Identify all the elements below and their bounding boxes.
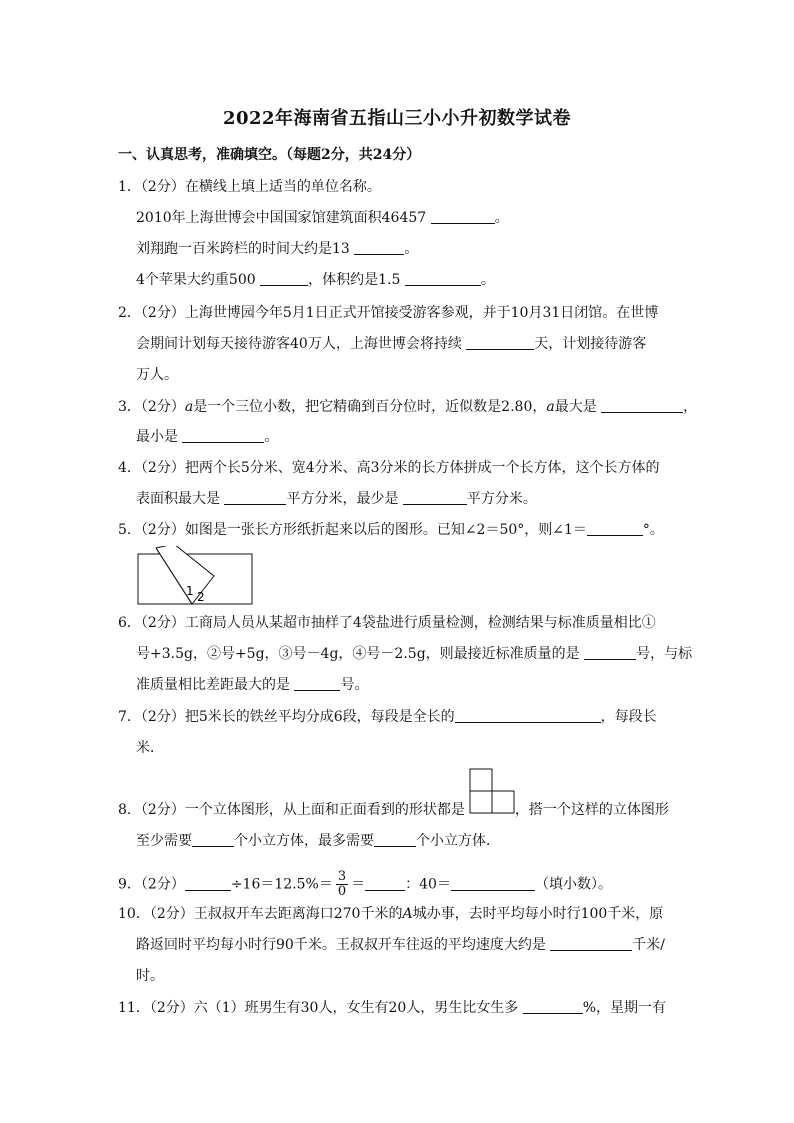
question-8-line-2: 至少需要 个小立方体，最多需要 个小立方体． (136, 833, 500, 849)
folded-flap (156, 546, 214, 604)
answer-blank[interactable] (431, 209, 495, 224)
question-1-stem: 1．（2分）在横线上填上适当的单位名称。 (118, 179, 381, 195)
question-8-line-1: 8．（2分）一个立体图形，从上面和正面看到的形状都是 ，搭一个这样的立体图形 (118, 802, 669, 818)
question-10-line-3: 时。 (136, 968, 164, 984)
question-6-line-2: 号+3.5g，②号+5g，③号－4g，④号－2.5g，则最接近标准质量的是 号，与标 (136, 646, 693, 662)
answer-blank[interactable] (405, 271, 481, 286)
answer-blank[interactable] (365, 876, 405, 891)
question-3-line-2: 最小是 。 (136, 429, 279, 445)
answer-blank[interactable] (601, 398, 683, 413)
answer-blank[interactable] (192, 832, 234, 847)
answer-blank[interactable] (374, 832, 416, 847)
question-9-line: 9．（2分） ÷16＝12.5%＝ $\frac{3}{0}$ ＝ ：40＝ （填小数）。 (118, 869, 612, 899)
question-6-line-3: 准质量相比差距最大的是 号。 (136, 677, 369, 693)
angle-1-label: 1 (186, 584, 194, 598)
answer-blank[interactable] (403, 490, 467, 505)
answer-blank[interactable] (523, 999, 583, 1014)
question-1-b: 刘翔跑一百米跨栏的时间大约是13 。 (136, 241, 419, 257)
question-1-c: 4个苹果大约重500 ，体积约是1.5 。 (136, 272, 495, 288)
section-heading: 一、认真思考，准确填空。（每题2分，共24分） (118, 147, 421, 163)
angle-2-label: 2 (197, 590, 205, 604)
question-2-line-2: 会期间计划每天接待游客40万人，上海世博会将持续 天，计划接待游客 (136, 336, 647, 352)
answer-blank[interactable] (550, 936, 632, 951)
answer-blank[interactable] (466, 335, 534, 350)
question-3-line-1: 3．（2分）a是一个三位小数，把它精确到百分位时，近似数是2.80，a最大是 ， (118, 399, 698, 415)
question-10-line-2: 路返回时平均每小时行90千米。王叔叔开车往返的平均速度大约是 千米/ (136, 937, 665, 953)
question-4-line-1: 4．（2分）把两个长5分米、宽4分米、高3分米的长方体拼成一个长方体，这个长方体的 (118, 460, 660, 476)
question-4-line-2: 表面积最大是 平方分米，最少是 平方分米。 (136, 491, 537, 507)
answer-blank[interactable] (451, 876, 535, 891)
question-10-line-1: 10．（2分）王叔叔开车去距离海口270千米的A城办事，去时平均每小时行100千米，原 (118, 906, 664, 922)
question-2-line-1: 2．（2分）上海世博园今年5月1日正式开馆接受游客参观，并于10月31日闭馆。在世博 (118, 305, 659, 321)
question-11-line-1: 11．（2分）六（1）班男生有30人，女生有20人，男生比女生多 %，星期一有 (118, 1000, 667, 1016)
answer-blank[interactable] (587, 521, 643, 536)
question-6-line-1: 6．（2分）工商局人员从某超市抽样了4袋盐进行质量检测，检测结果与标准质量相比① (118, 615, 656, 631)
cube-top (470, 769, 492, 791)
answer-blank[interactable] (224, 490, 286, 505)
answer-blank[interactable] (294, 676, 340, 691)
answer-blank[interactable] (455, 708, 601, 723)
folded-rectangle-figure (134, 546, 258, 608)
answer-blank[interactable] (584, 645, 636, 660)
answer-blank[interactable] (182, 428, 264, 443)
question-7-line-1: 7．（2分）把5米长的铁丝平均分成6段，每段是全长的 ，每段长 (118, 709, 657, 725)
answer-blank[interactable] (354, 240, 404, 255)
question-7-line-2: 米． (136, 740, 164, 756)
question-2-line-3: 万人。 (136, 367, 178, 383)
answer-blank[interactable] (185, 876, 231, 891)
question-1-a: 2010年上海世博会中国国家馆建筑面积46457 。 (136, 210, 509, 226)
fraction: $\frac{3}{0}$ (337, 869, 347, 899)
answer-blank[interactable] (260, 271, 308, 286)
page-title: 2022年海南省五指山三小小升初数学试卷 (222, 108, 572, 129)
question-5-line-1: 5．（2分）如图是一张长方形纸折起来以后的图形。已知∠2＝50°，则∠1＝ °。 (118, 522, 664, 538)
